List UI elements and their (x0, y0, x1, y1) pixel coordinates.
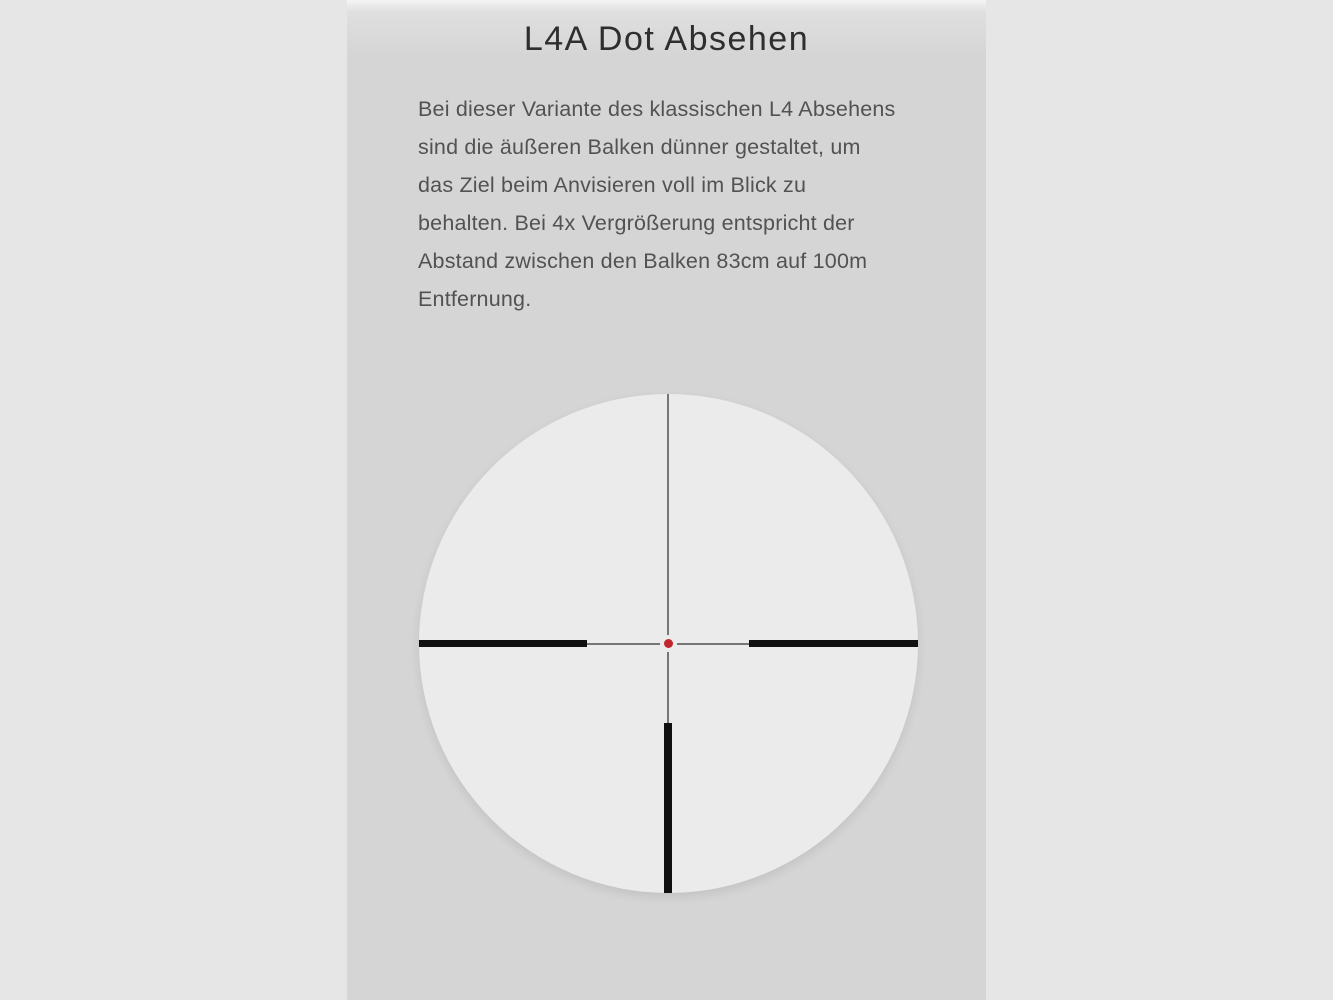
crosshair-thin-line-top (667, 394, 669, 635)
reticle-bar-right (749, 640, 918, 648)
description-line: das Ziel beim Anvisieren voll im Blick zu (418, 173, 807, 197)
reticle-bar-left (419, 640, 588, 648)
content-panel (347, 0, 986, 1000)
crosshair-thin-line-lower (667, 652, 669, 723)
description-line: Abstand zwischen den Balken 83cm auf 100m (418, 249, 868, 273)
description (418, 90, 928, 318)
description-line: sind die äußeren Balken dünner gestaltet, um (418, 135, 861, 159)
description-line: Bei dieser Variante des klassischen L4 Absehens (418, 97, 896, 121)
crosshair-thin-line-left (587, 643, 660, 645)
crosshair-thin-line-right (677, 643, 750, 645)
illuminated-red-dot (664, 639, 673, 648)
page-title: L4A Dot Absehen (523, 20, 810, 58)
description-line: behalten. Bei 4x Vergrößerung entspricht der (418, 211, 855, 235)
description-line: Entfernung. (418, 287, 532, 311)
reticle-diagram (419, 394, 918, 893)
reticle-bar-bottom (664, 723, 672, 893)
